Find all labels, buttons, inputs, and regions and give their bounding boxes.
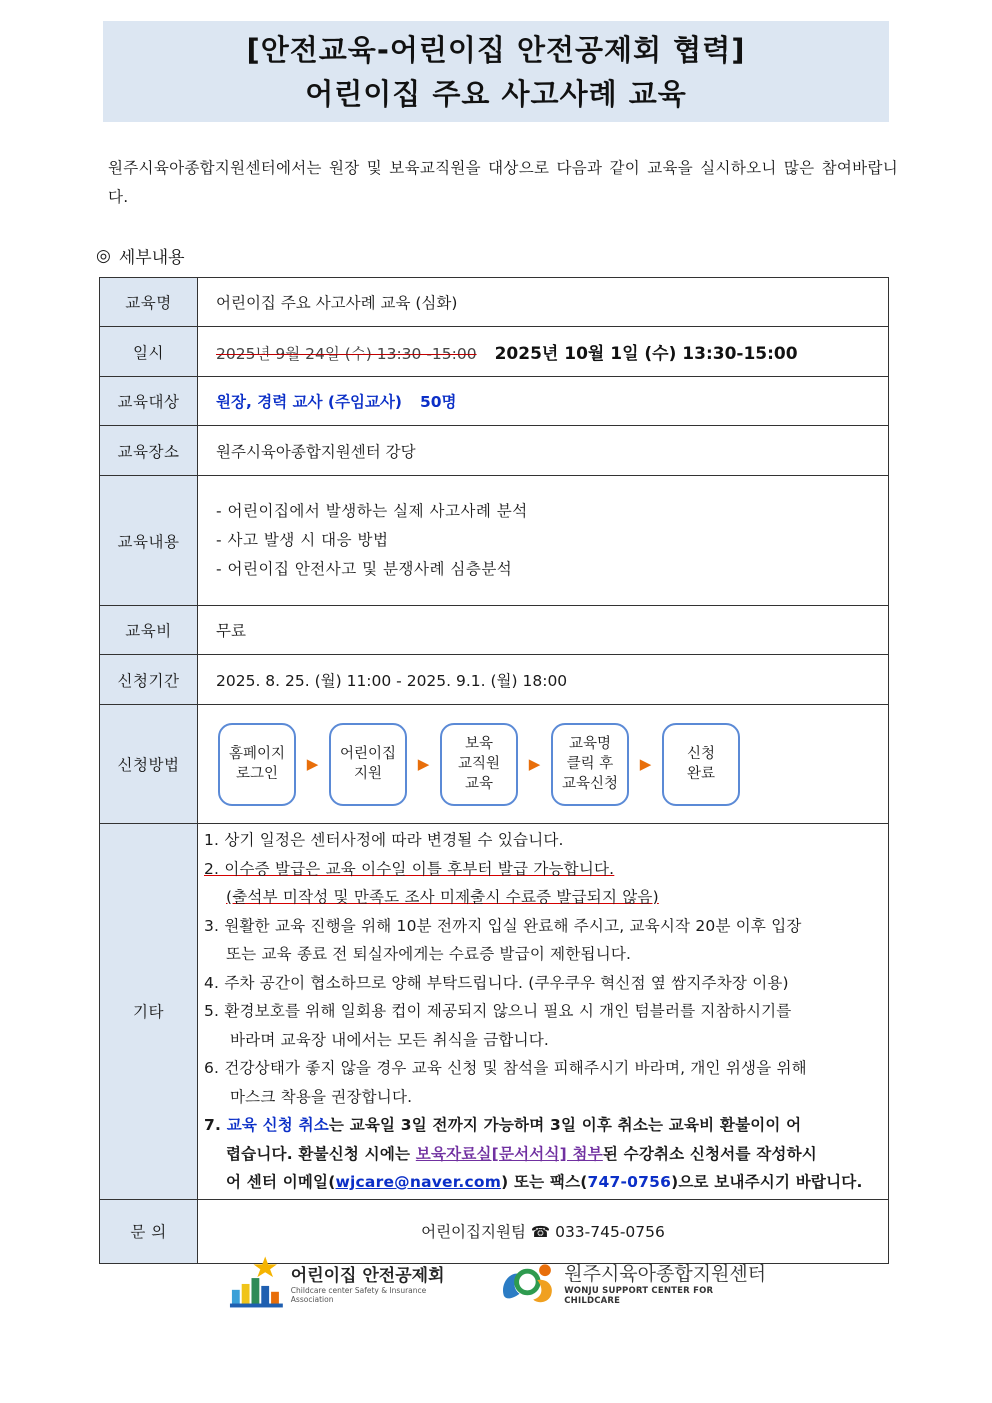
- target-text: 원장, 경력 교사 (주임교사): [216, 393, 402, 411]
- title-line-2: 어린이집 주요 사고사례 교육: [305, 76, 687, 111]
- arrow-right-icon: ▶: [528, 755, 541, 773]
- notice-7-num: 7.: [204, 1116, 222, 1134]
- label-contact: 문 의: [100, 1199, 198, 1263]
- step-complete: 신청 완료: [662, 723, 740, 806]
- fax-number: 747-0756: [587, 1173, 672, 1191]
- table-row-etc: [100, 824, 889, 1200]
- notice-2-cont: [204, 883, 880, 912]
- wonju-center-icon: [498, 1256, 559, 1308]
- content-item: - 어린이집에서 발생하는 실제 사고사례 분석: [216, 502, 528, 520]
- value-method: [198, 705, 889, 824]
- table-row-method: [100, 705, 889, 824]
- step-staff-training: 보육 교직원 교육: [440, 723, 518, 806]
- value-place: 원주시육아종합지원센터 강당: [198, 426, 889, 476]
- label-etc: 기타: [100, 824, 198, 1200]
- notice-7-highlight: 교육 신청 취소: [226, 1116, 329, 1134]
- application-flow: [218, 723, 888, 806]
- notice-7-refund: 렵습니다. 환불신청 시에는: [226, 1144, 411, 1163]
- target-count: 50명: [419, 393, 457, 411]
- logo-safety-association: [228, 1254, 468, 1310]
- notice-5-cont: 바라며 교육장 내에서는 모든 취식을 금합니다.: [230, 1030, 550, 1049]
- table-row-place: [100, 426, 889, 476]
- value-target: [198, 377, 889, 426]
- table-row-date: [100, 327, 889, 377]
- logo1-name: 어린이집 안전공제회: [290, 1265, 445, 1286]
- table-row-target: [100, 377, 889, 426]
- step-daycare-support: 어린이집 지원: [329, 723, 407, 806]
- email-link[interactable]: wjcare@naver.com: [335, 1173, 502, 1191]
- notice-7-form: 된 수강취소 신청서를 작성하시: [602, 1144, 817, 1163]
- label-content: 교육내용: [100, 476, 198, 606]
- label-name: 교육명: [100, 278, 198, 327]
- footer-logos: [228, 1252, 768, 1312]
- content-item: - 어린이집 안전사고 및 분쟁사례 심층분석: [216, 560, 513, 578]
- content-item: - 사고 발생 시 대응 방법: [216, 531, 389, 549]
- value-name: 어린이집 주요 사고사례 교육 (심화): [198, 278, 889, 327]
- title-banner: [103, 21, 889, 122]
- label-date: 일시: [100, 327, 198, 377]
- logo2-name: 원주시육아종합지원센터: [564, 1262, 767, 1285]
- arrow-right-icon: ▶: [639, 755, 652, 773]
- notice-2-note: (출석부 미작성 및 만족도 조사 미제출시 수료증 발급되지 않음): [226, 888, 659, 906]
- table-row-fee: [100, 606, 889, 655]
- intro-text: 원주시육아종합지원센터에서는 원장 및 보육교직원을 대상으로 다음과 같이 교육을 실시하오니 많은 참여바랍니다.: [108, 159, 898, 206]
- table-row-name: [100, 278, 889, 327]
- step-select-course: 교육명 클릭 후 교육신청: [551, 723, 629, 806]
- details-table: [99, 277, 889, 1264]
- title-line-1: [안전교육-어린이집 안전공제회 협력]: [246, 32, 746, 67]
- notice-2-text: 2. 이수증 발급은 교육 이수일 이틀 후부터 발급 가능합니다.: [204, 859, 615, 878]
- notice-7-attachment: 보육자료실[문서서식] 첨부: [415, 1144, 603, 1163]
- notice-7: [204, 1111, 880, 1140]
- label-fee: 교육비: [100, 606, 198, 655]
- notice-3-cont: 또는 교육 종료 전 퇴실자에게는 수료증 발급이 제한됩니다.: [226, 945, 632, 963]
- value-fee: 무료: [198, 606, 889, 655]
- notice-5: 5. 환경보호를 위해 일회용 컵이 제공되지 않으니 필요 시 개인 텀블러를 지참하시기를: [204, 1002, 792, 1020]
- label-method: 신청방법: [100, 705, 198, 824]
- notice-6: 6. 건강상태가 좋지 않을 경우 교육 신청 및 참석을 피해주시기 바라며, 개인 위생을 위해: [204, 1059, 807, 1077]
- arrow-right-icon: ▶: [306, 755, 319, 773]
- safety-association-icon: [228, 1254, 285, 1310]
- value-contact: 어린이집지원팀 ☎ 033-745-0756: [198, 1199, 889, 1263]
- old-date: 2025년 9월 24일 (수) 13:30 -15:00: [216, 345, 477, 363]
- logo2-sub: WONJU SUPPORT CENTER FOR CHILDCARE: [564, 1285, 714, 1306]
- label-period: 신청기간: [100, 655, 198, 705]
- notice-7-send: 어 센터 이메일(: [226, 1173, 336, 1191]
- arrow-right-icon: ▶: [417, 755, 430, 773]
- logo-wonju-center: [498, 1256, 768, 1308]
- notice-3: 3. 원활한 교육 진행을 위해 10분 전까지 입실 완료해 주시고, 교육시작 20분 이후 입장: [204, 916, 802, 935]
- section-heading: [96, 243, 185, 268]
- table-row-content: [100, 476, 889, 606]
- value-period: 2025. 8. 25. (월) 11:00 - 2025. 9.1. (월) 18:00: [198, 655, 889, 705]
- section-title: 세부내용: [118, 248, 185, 268]
- logo1-sub: Childcare center Safety & Insurance Association: [290, 1285, 427, 1304]
- label-place: 교육장소: [100, 426, 198, 476]
- notice-7-cont1: [204, 1140, 880, 1169]
- step-login: 홈페이지 로그인: [218, 723, 296, 806]
- label-target: 교육대상: [100, 377, 198, 426]
- notice-7-cont2: [204, 1168, 880, 1197]
- notice-4: 4. 주차 공간이 협소하므로 양해 부탁드립니다. (쿠우쿠우 혁신점 옆 쌈지주차장 이용): [204, 973, 789, 992]
- notice-7-text: 는 교육일 3일 전까지 가능하며 3일 이후 취소는 교육비 환불이이 어: [328, 1116, 802, 1134]
- value-etc: [198, 824, 889, 1200]
- table-row-period: [100, 655, 889, 705]
- value-date: [198, 327, 889, 377]
- notice-7-or-fax: ) 또는 팩스(: [501, 1173, 588, 1191]
- new-date: 2025년 10월 1일 (수) 13:30-15:00: [494, 344, 798, 364]
- notice-1: 1. 상기 일정은 센터사정에 따라 변경될 수 있습니다.: [204, 831, 564, 849]
- notice-6-cont: 마스크 착용을 권장합니다.: [230, 1087, 413, 1106]
- notice-2: [204, 855, 880, 884]
- value-content: [198, 476, 889, 606]
- double-circle-icon: ◎: [96, 245, 111, 266]
- notice-7-end: )으로 보내주시기 바랍니다.: [671, 1173, 863, 1191]
